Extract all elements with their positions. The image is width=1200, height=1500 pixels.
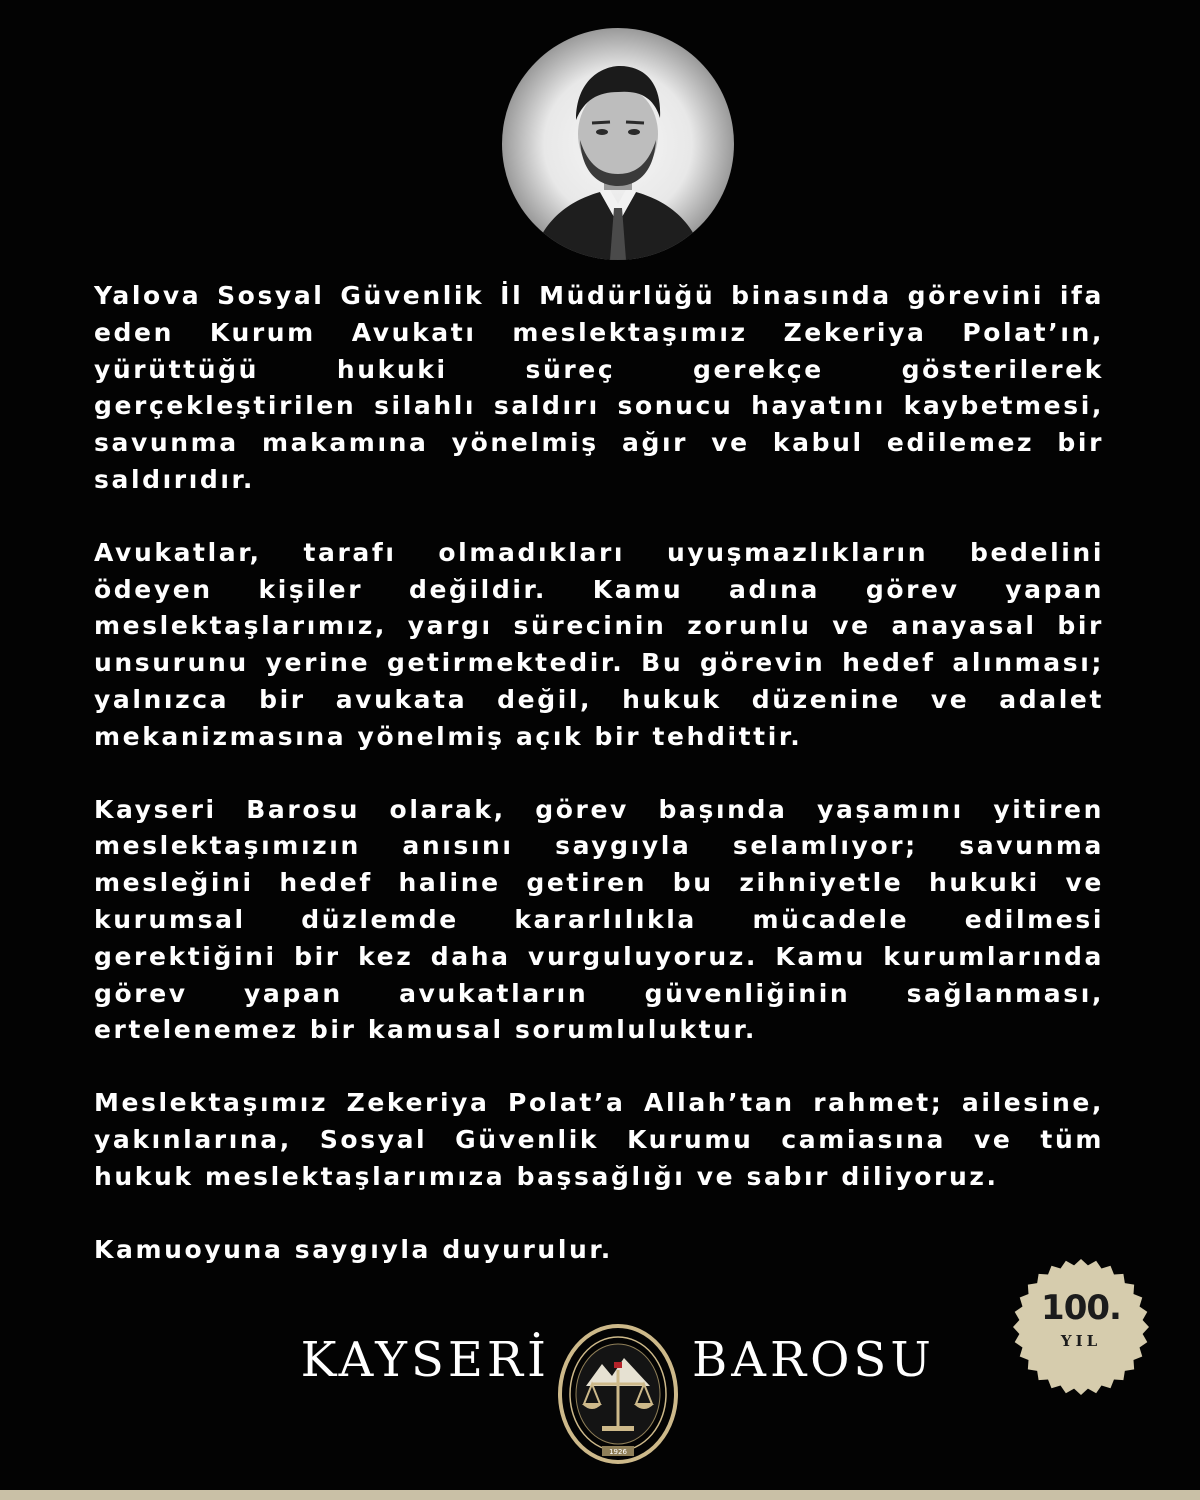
scales-of-justice-icon	[556, 1322, 680, 1466]
statement-paragraph: Yalova Sosyal Güvenlik İl Müdürlüğü binasında görevini ifa eden Kurum Avukatı meslektaşımız Zekeriya Polat’ın, yürüttüğü hukuki süreç gerekçe gösterilerek gerçekleştirilen silahlı saldırı sonucu hayatını kaybetmesi, savunma makamına yönelmiş ağır ve kabul edilemez bir saldırıdır.	[94, 281, 1104, 494]
memorial-statement	[94, 278, 1104, 1268]
bar-association-seal-logo	[556, 1322, 680, 1466]
statement-paragraph: Kayseri Barosu olarak, görev başında yaşamını yitiren meslektaşımızın anısını saygıyla selamlıyor; savunma mesleğini hedef haline getiren bu zihniyetle hukuki ve kurumsal düzlemde kararlılıkla mücadele edilmesi gerektiğini bir kez daha vurguluyoruz. Kamu kurumlarında görev yapan avukatların güvenliğinin sağlanması, ertelenemez bir kamusal sorumluluktur.	[94, 794, 1104, 1045]
badge-number: 100.	[1041, 1288, 1121, 1328]
seal-year: 1926	[609, 1448, 627, 1456]
bar-name-right: BAROSU	[692, 1332, 935, 1388]
bottom-accent-line	[0, 1490, 1200, 1500]
statement-paragraph: Meslektaşımız Zekeriya Polat’a Allah’tan rahmet; ailesine, yakınlarına, Sosyal Güvenlik Kurumu camiasına ve tüm hukuk meslektaşlarımıza başsağlığı ve sabır diliyoruz.	[94, 1088, 1104, 1191]
memorial-portrait	[502, 28, 734, 260]
portrait-silhouette	[502, 28, 734, 260]
bar-name-left: KAYSERİ	[300, 1332, 550, 1388]
statement-paragraph: Avukatlar, tarafı olmadıkları uyuşmazlıkların bedelini ödeyen kişiler değildir. Kamu adına görev yapan meslektaşlarımız, yargı sürecinin zorunlu ve anayasal bir unsurunu yerine getirmektedir. Bu görevin hedef alınması; yalnızca bir avukata değil, hukuk düzenine ve adalet mekanizmasına yönelmiş açık bir tehdittir.	[94, 537, 1104, 751]
badge-label: YIL	[1060, 1332, 1102, 1350]
closing-line: Kamuoyuna saygıyla duyurulur.	[94, 1234, 613, 1264]
centenary-badge	[1012, 1258, 1150, 1396]
